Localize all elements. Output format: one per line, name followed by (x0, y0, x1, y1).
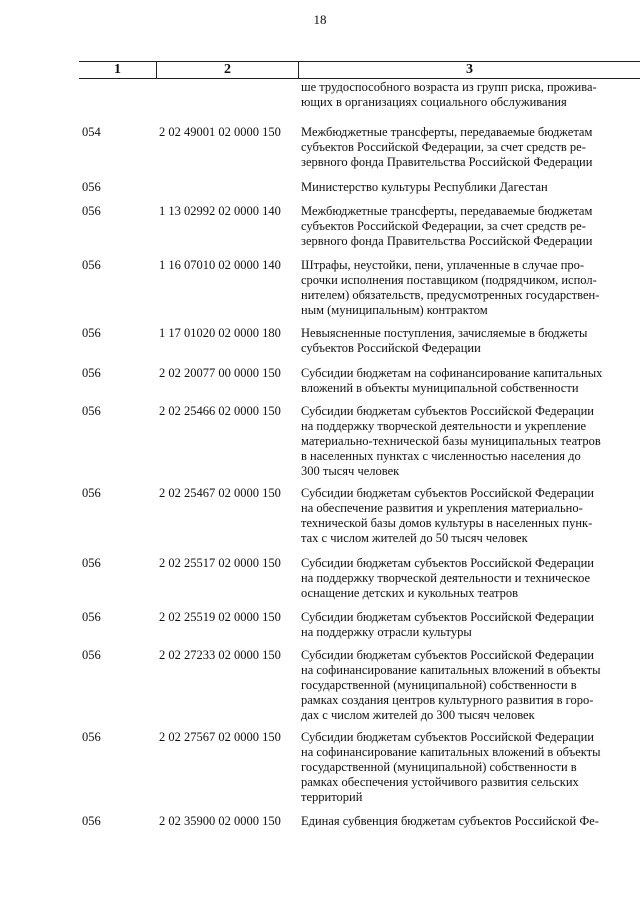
budget-classification-code: 2 02 20077 00 0000 150 (159, 366, 281, 380)
budget-classification-code: 2 02 25466 02 0000 150 (159, 404, 281, 418)
revenue-description: Министерство культуры Республики Дагестан (301, 180, 548, 194)
admin-code: 056 (82, 326, 101, 340)
budget-classification-code: 1 17 01020 02 0000 180 (159, 326, 281, 340)
admin-code: 056 (82, 258, 101, 272)
revenue-description: Субсидии бюджетам субъектов Российской Федерации на софинансирование капитальных вложений в объекты государственной (муниципальной) собственности в рамках обеспечения устойчивого развития сельских территорий (301, 730, 601, 804)
revenue-description: Межбюджетные трансферты, передаваемые бюджетам субъектов Российской Федерации, за счет средств ре- зервного фонда Правительства Российской Федерации (301, 204, 593, 248)
revenue-description: Субсидии бюджетам субъектов Российской Федерации на поддержку творческой деятельности и техническое оснащение детских и кукольных театров (301, 556, 594, 600)
budget-classification-code: 1 13 02992 02 0000 140 (159, 204, 281, 218)
budget-classification-code: 2 02 25467 02 0000 150 (159, 486, 281, 500)
admin-code: 056 (82, 204, 101, 218)
revenue-description: Субсидии бюджетам субъектов Российской Федерации на обеспечение развития и укрепления материально- технической базы домов культуры в населенных пунк- тах с числом жителей до 50 тысяч человек (301, 486, 594, 545)
column-header-3: 3 (466, 62, 473, 77)
budget-classification-code: 2 02 25517 02 0000 150 (159, 556, 281, 570)
budget-classification-code: 2 02 25519 02 0000 150 (159, 610, 281, 624)
revenue-description: Межбюджетные трансферты, передаваемые бюджетам субъектов Российской Федерации, за счет средств ре- зервного фонда Правительства Российской Федерации (301, 125, 593, 169)
column-header-1: 1 (114, 62, 121, 77)
revenue-description: Субсидии бюджетам на софинансирование капитальных вложений в объекты муниципальной собственности (301, 366, 603, 395)
revenue-description: Субсидии бюджетам субъектов Российской Федерации на поддержку творческой деятельности и укрепление материально-технической базы муниципальных театров в населенных пунктах с численностью населения до 300 тысяч человек (301, 404, 601, 478)
revenue-description: Штрафы, неустойки, пени, уплаченные в случае про- срочки исполнения поставщиком (подрядчиком, испол- нителем) обязательств, предусмотренных государствен- ным (муниципальным) контрактом (301, 258, 600, 317)
budget-classification-code: 1 16 07010 02 0000 140 (159, 258, 281, 272)
column-header-2: 2 (224, 62, 231, 77)
admin-code: 056 (82, 180, 101, 194)
revenue-description: Субсидии бюджетам субъектов Российской Федерации на софинансирование капитальных вложений в объекты государственной (муниципальной) собственности в рамках создания центров культурного развития в горо- дах с числом жителей до 300 тысяч человек (301, 648, 601, 722)
admin-code: 056 (82, 814, 101, 828)
revenue-description: Субсидии бюджетам субъектов Российской Федерации на поддержку отрасли культуры (301, 610, 594, 639)
admin-code: 056 (82, 486, 101, 500)
admin-code: 056 (82, 556, 101, 570)
budget-classification-code: 2 02 49001 02 0000 150 (159, 125, 281, 139)
admin-code: 056 (82, 404, 101, 418)
budget-classification-code: 2 02 27233 02 0000 150 (159, 648, 281, 662)
admin-code: 056 (82, 610, 101, 624)
revenue-description: Невыясненные поступления, зачисляемые в бюджеты субъектов Российской Федерации (301, 326, 588, 355)
admin-code: 056 (82, 648, 101, 662)
revenue-description: ше трудоспособного возраста из групп риска, прожива- ющих в организациях социального обслуживания (301, 80, 597, 109)
table-header-bottom-border (79, 78, 640, 79)
budget-classification-code: 2 02 35900 02 0000 150 (159, 814, 281, 828)
admin-code: 054 (82, 125, 101, 139)
admin-code: 056 (82, 730, 101, 744)
admin-code: 056 (82, 366, 101, 380)
page-number: 18 (313, 12, 327, 27)
budget-classification-code: 2 02 27567 02 0000 150 (159, 730, 281, 744)
revenue-description: Единая субвенция бюджетам субъектов Российской Фе- (301, 814, 599, 828)
